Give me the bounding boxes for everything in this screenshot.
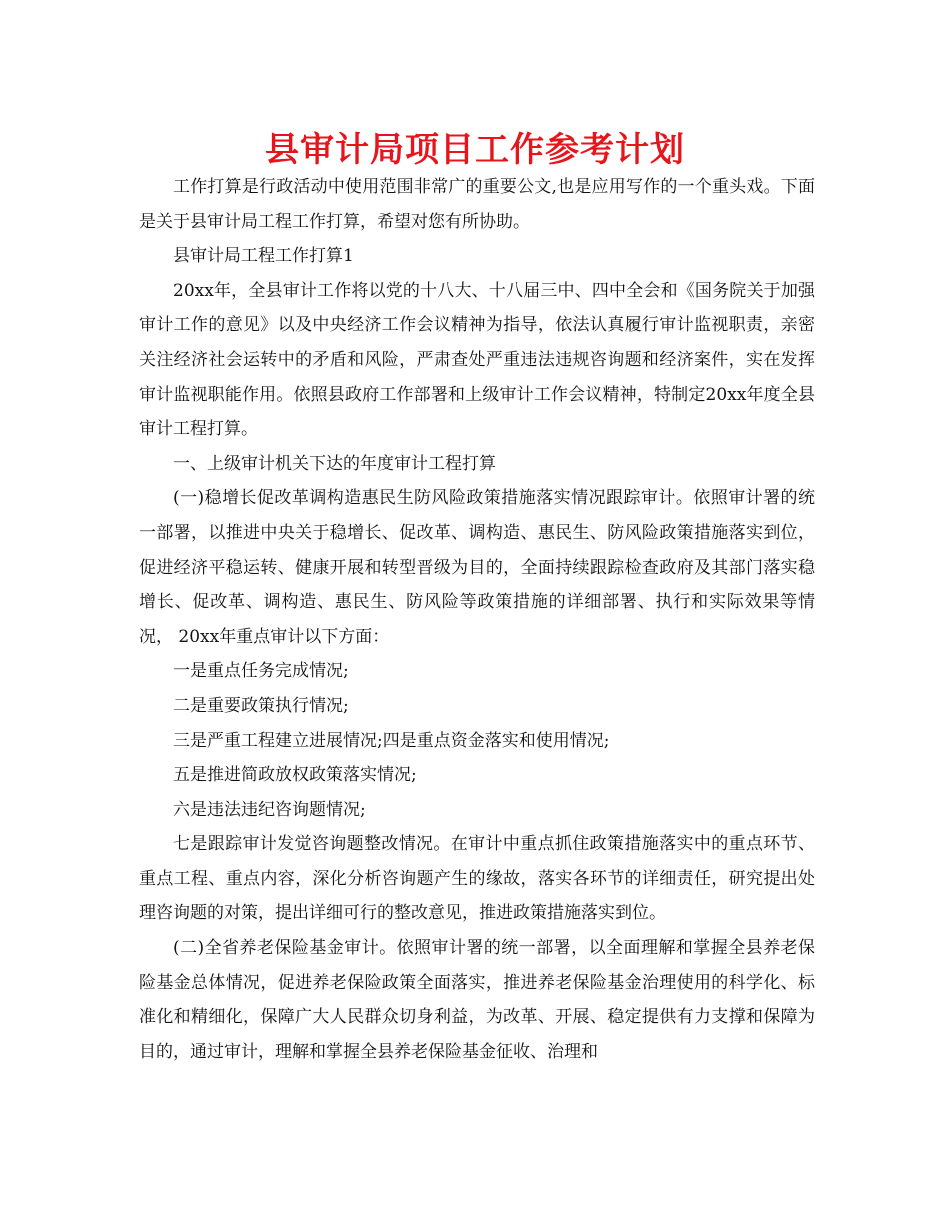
document-body [139,170,815,1069]
list-item-1: 一是重点任务完成情况; [173,661,349,682]
item-2-paragraph: (二)全省养老保险基金审计。依照审计署的统一部署，以全面理解和掌握全县养老保险基金总体情况，促进养老保险政策全面落实，推进养老保险基金治理使用的科学化、标准化和精细化，保障广大人民群众切身利益，为改革、开展、稳定提供有力支撑和保障为目的，通过审计，理解和掌握全县养老保险基金征收、治理和 [139,938,815,1062]
list-item-5: 五是推进简政放权政策落实情况; [173,765,417,786]
list-item-6: 六是违法违纪咨询题情况; [173,799,366,820]
document-title: 县审计局项目工作参考计划 [265,130,685,170]
overview-paragraph: 20xx年，全县审计工作将以党的十八大、十八届三中、四中全会和《国务院关于加强审计工作的意见》以及中央经济工作会议精神为指导，依法认真履行审计监视职责，亲密关注经济社会运转中的矛盾和风险，严肃查处严重违法违规咨询题和经济案件，实在发挥审计监视职能作用。依照县政府工作部署和上级审计工作会议精神，特制定20xx年度全县审计工程打算。 [139,280,815,440]
section-heading-plan-1: 县审计局工程工作打算1 [173,246,354,267]
list-item-7-paragraph: 七是跟踪审计发觉咨询题整改情况。在审计中重点抓住政策措施落实中的重点环节、重点工程、重点内容，深化分析咨询题产生的缘故，落实各环节的详细责任，研究提出处理咨询题的对策，提出详细可行的整改意见，推进政策措施落实到位。 [139,834,815,924]
list-item-3-4: 三是严重工程建立进展情况;四是重点资金落实和使用情况; [173,730,610,751]
item-1-paragraph: (一)稳增长促改革调构造惠民生防风险政策措施落实情况跟踪审计。依照审计署的统一部署，以推进中央关于稳增长、促改革、调构造、惠民生、防风险政策措施落实到位，促进经济平稳运转、健康开展和转型晋级为目的，全面持续跟踪检查政府及其部门落实稳增长、促改革、调构造、惠民生、防风险等政策措施的详细部署、执行和实际效果等情况， 20xx年重点审计以下方面： [139,488,815,647]
intro-paragraph: 工作打算是行政活动中使用范围非常广的重要公文,也是应用写作的一个重头戏。下面是关于县审计局工程工作打算，希望对您有所协助。 [139,177,815,232]
section-heading-superior-plan: 一、上级审计机关下达的年度审计工程打算 [173,453,496,474]
list-item-2: 二是重要政策执行情况; [173,695,349,716]
